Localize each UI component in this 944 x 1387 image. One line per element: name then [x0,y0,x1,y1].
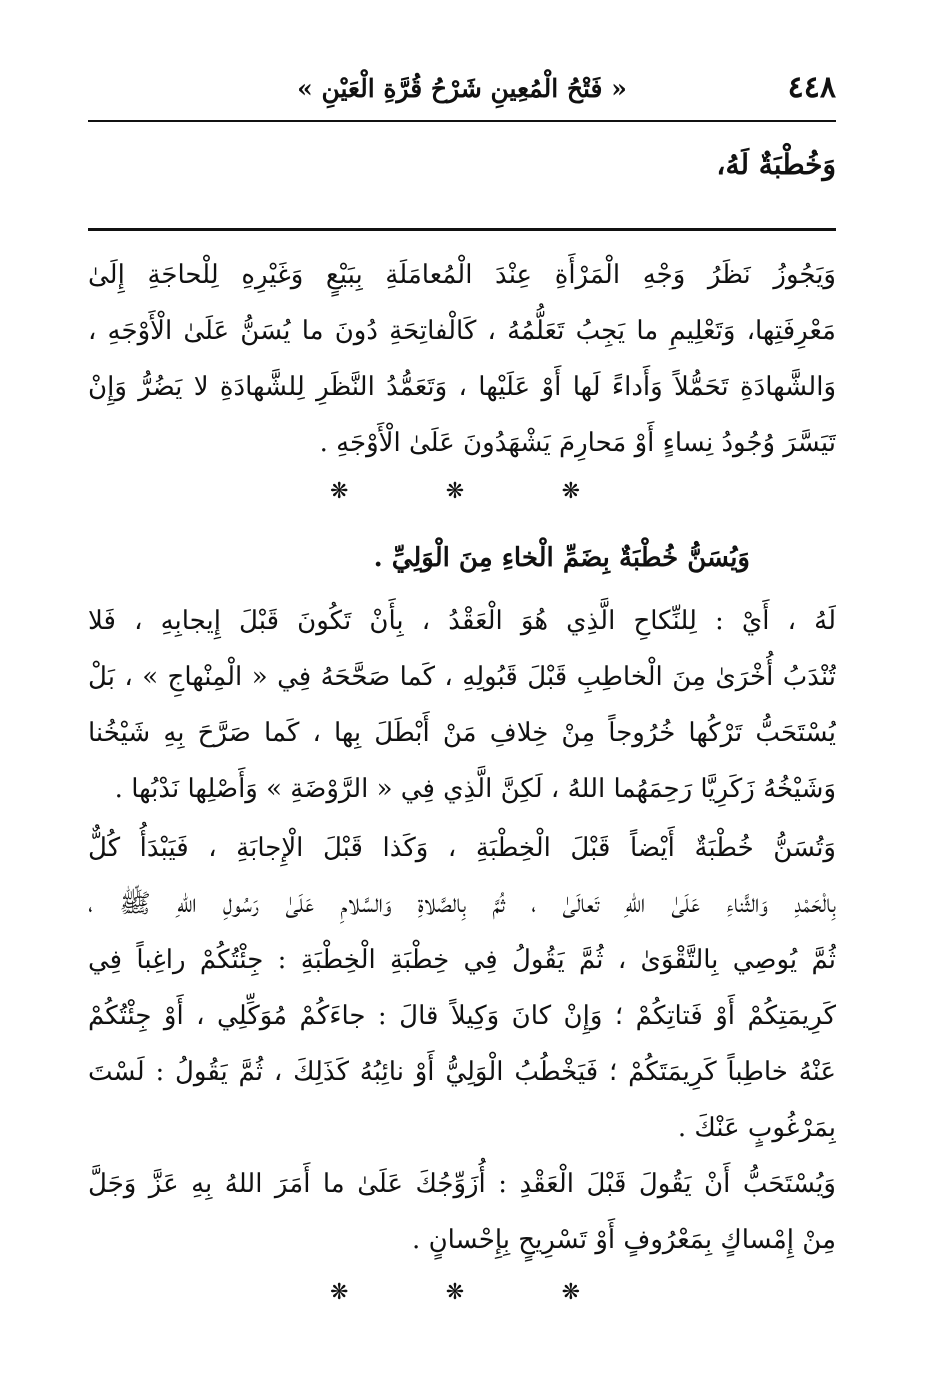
matn-continuation: وَخُطْبَةٌ لَهُ، [716,148,836,181]
paragraph-1 [88,247,836,471]
star-ornament-icon: ❋ [330,1280,349,1305]
paragraph-line: بِالْحَمْدِ وَالثَّناءِ عَلَىٰ اللهِ تَعالَىٰ ، ثُمَّ بِالصَّلاةِ وَالسَّلامِ عَلَىٰ رَسُولِ اللهِ ﷺ ، [88,889,836,919]
paragraph-2 [88,593,836,817]
header-divider [88,120,836,122]
paragraph-4 [88,1156,836,1268]
matn-line [88,530,836,586]
paragraph-line: وَالشَّهادَةِ تَحَمُّلاً وَأَداءً لَها أَوْ عَلَيْها ، وَتَعَمُّدُ النَّظَرِ لِلشَّهادَةِ لا يَضُرُّ وَإِنْ [88,372,836,402]
page-number: ٤٤٨ [787,70,836,105]
paragraph-line: مَعْرِفَتِها، وَتَعْلِيمِ ما يَجِبُ تَعَلُّمُهُ ، كَالْفاتِحَةِ دُونَ ما يُسَنُّ عَلَىٰ الْأَوْجَهِ ، [88,316,836,346]
section-divider [88,228,836,231]
star-ornament-icon: ❋ [330,479,349,504]
paragraph-line: تَيَسَّرَ وُجُودُ نِساءٍ أَوْ مَحارِمَ يَشْهَدُونَ عَلَىٰ الْأَوْجَهِ . [319,428,836,458]
paragraph-line: وَشَيْخُهُ زَكَرِيَّا رَحِمَهُما اللهُ ، لَكِنَّ الَّذِي فِي « الرَّوْضَةِ » وَأَصْلِها نَدْبُها . [114,774,836,804]
paragraph-line: وَيُسْتَحَبُّ أَنْ يَقُولَ قَبْلَ الْعَقْدِ : أُزَوِّجُكَ عَلَىٰ ما أَمَرَ اللهُ بِهِ عَزَّ وَجَلَّ [88,1169,836,1199]
star-ornament-icon: ❋ [561,479,580,504]
paragraph-line: وَيَجُوزُ نَظَرُ وَجْهِ الْمَرْأَةِ عِنْدَ الْمُعامَلَةِ بِبَيْعٍ وَغَيْرِهِ لِلْحاجَةِ إِلَىٰ [88,260,836,290]
paragraph-line: لَهُ ، أَيْ : لِلنِّكاحِ الَّذِي هُوَ الْعَقْدُ ، بِأَنْ تَكُونَ قَبْلَ إِيجابِهِ ، فَلا [88,606,836,636]
running-title: « فَتْحُ الْمُعِينِ شَرْحُ قُرَّةِ الْعَيْنِ » [297,74,627,103]
paragraph-line: ثُمَّ يُوصِي بِالتَّقْوَىٰ ، ثُمَّ يَقُولُ فِي خِطْبَةِ الْخِطْبَةِ : جِئْتُكُمْ راغِباً فِي [88,945,836,975]
matn-text: وَيُسَنُّ خُطْبَةٌ بِضَمِّ الْخاءِ مِنَ الْوَلِيِّ . [373,543,750,573]
ornament-separator [330,1280,580,1310]
paragraph-3 [88,820,836,1156]
paragraph-line: مِنْ إِمْساكٍ بِمَعْرُوفٍ أَوْ تَسْرِيحٍ بِإِحْسانٍ . [412,1225,836,1255]
paragraph-line: عَنْهُ خاطِباً كَرِيمَتَكُمْ ؛ فَيَخْطُبُ الْوَلِيُّ أَوْ نائِبُهُ كَذَلِكَ ، ثُمَّ يَقُولُ : لَسْتَ [88,1057,836,1087]
page-header [88,66,836,114]
star-ornament-icon: ❋ [445,479,465,504]
paragraph-line: كَرِيمَتِكُمْ أَوْ فَتاتِكُمْ ؛ وَإِنْ كانَ وَكِيلاً قالَ : جاءَكُمْ مُوَكِّلِي ، أَوْ جِئْتُكُمْ [88,1001,836,1031]
paragraph-line: تُنْدَبُ أُخْرَىٰ مِنَ الْخاطِبِ قَبْلَ قَبُولِهِ ، كَما صَحَّحَهُ فِي « الْمِنْهاجِ » ، بَلْ [88,662,836,692]
star-ornament-icon: ❋ [561,1280,580,1305]
paragraph-line: بِمَرْغُوبٍ عَنْكَ . [677,1113,836,1143]
star-ornament-icon: ❋ [445,1280,465,1305]
paragraph-line: وَتُسَنُّ خُطْبَةٌ أَيْضاً قَبْلَ الْخِطْبَةِ ، وَكَذا قَبْلَ الْإِجابَةِ ، فَيَبْدَأُ كُلٌّ [88,833,836,863]
ornament-separator [330,479,580,509]
paragraph-line: يُسْتَحَبُّ تَرْكُها خُرُوجاً مِنْ خِلافِ مَنْ أَبْطَلَ بِها ، كَما صَرَّحَ بِهِ شَيْخُنا [88,718,836,748]
